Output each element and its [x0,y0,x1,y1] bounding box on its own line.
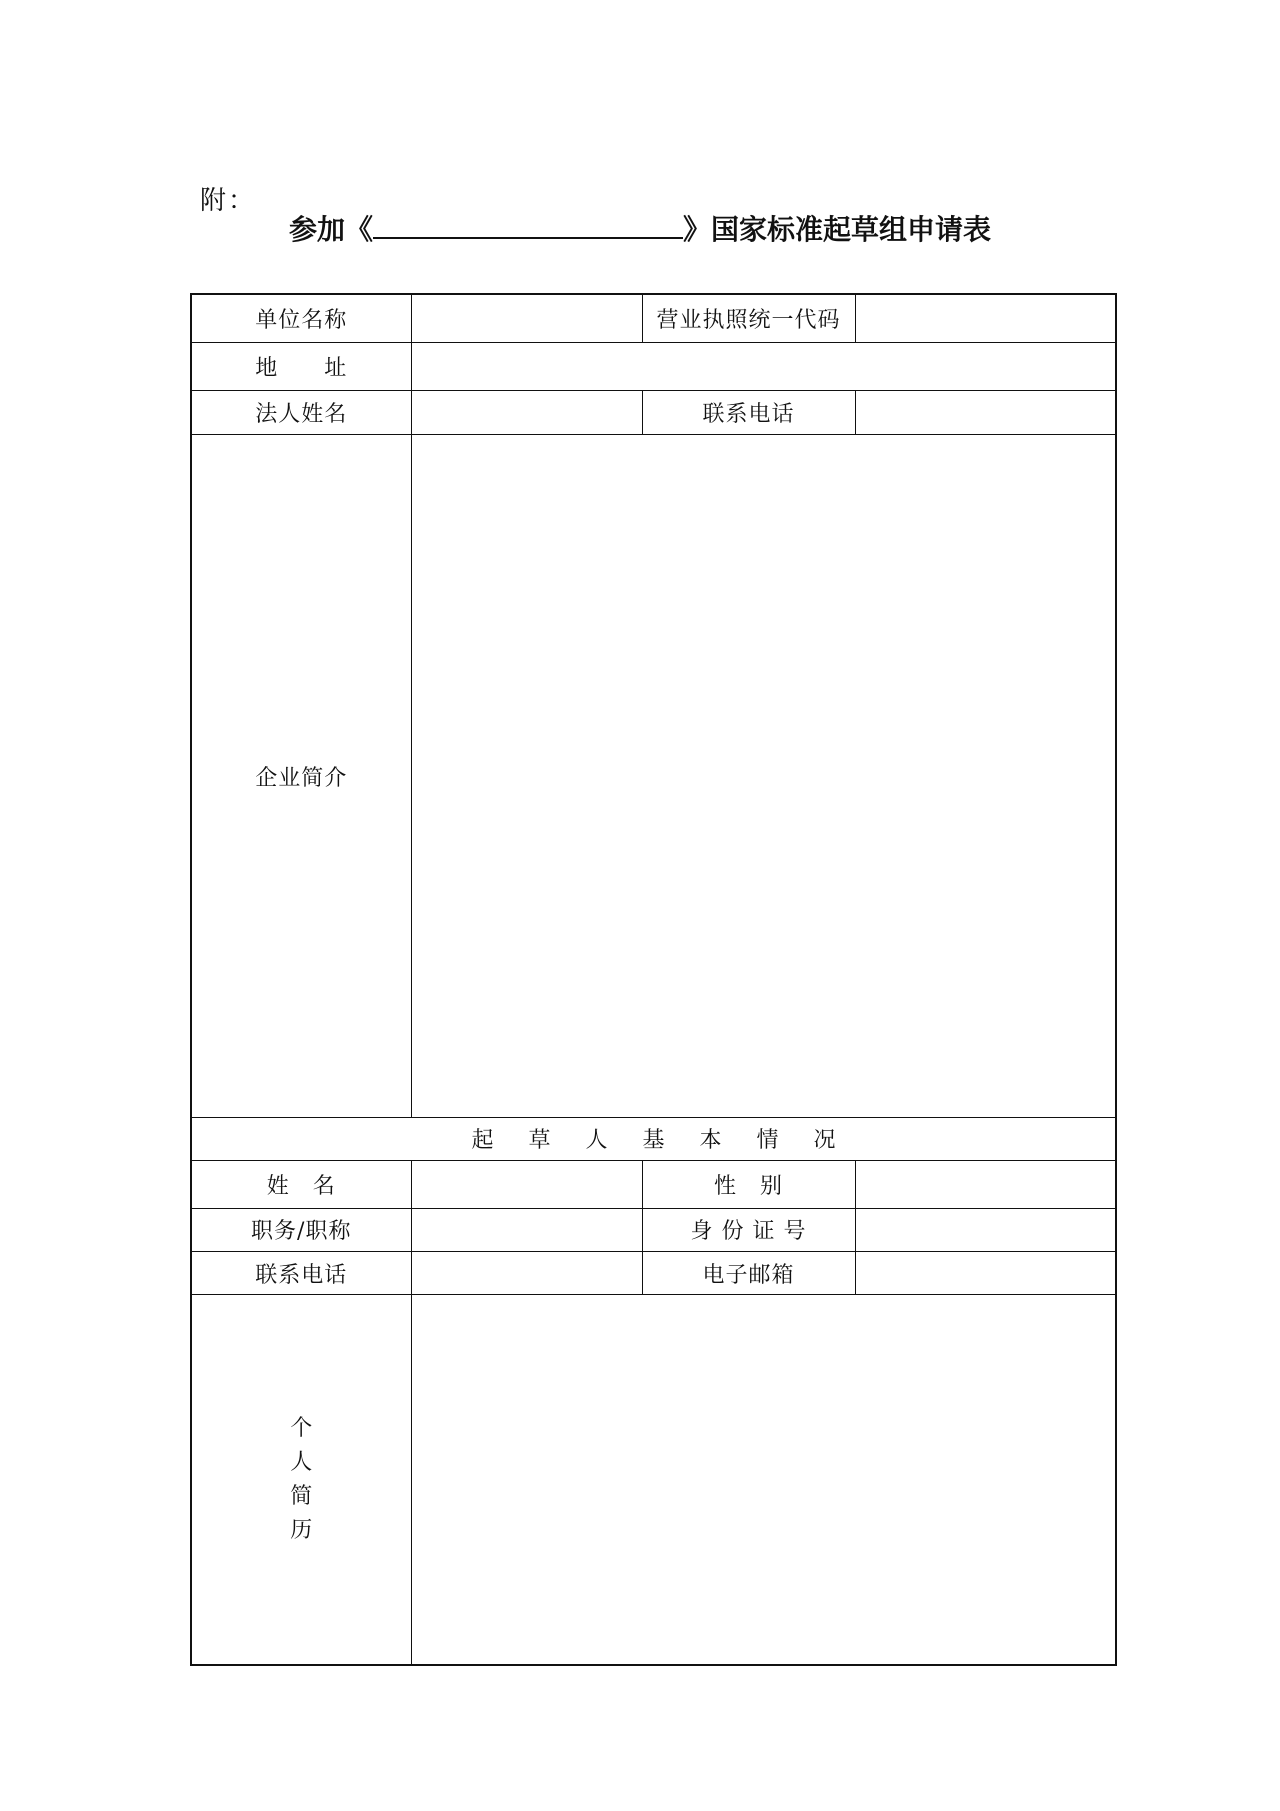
row-legal-person [191,391,1116,435]
row-company-name [191,294,1116,342]
email-field[interactable] [855,1252,1116,1295]
license-code-label: 营业执照统一代码 [642,294,855,342]
company-intro-label: 企业简介 [191,435,411,1118]
company-phone-field[interactable] [855,391,1116,435]
address-field[interactable] [411,342,1116,390]
drafter-section-heading: 起 草 人 基 本 情 况 [191,1118,1116,1160]
gender-label: 性 别 [642,1160,855,1208]
attachment-label: 附： [200,186,257,216]
row-resume [191,1295,1116,1665]
legal-person-label: 法人姓名 [191,391,411,435]
resume-char: 简 [290,1483,313,1509]
company-intro-field[interactable] [411,435,1116,1118]
form-title [0,208,1280,248]
row-drafter-contact [191,1252,1116,1295]
row-drafter-name [191,1160,1116,1208]
drafter-name-field[interactable] [411,1160,642,1208]
standard-name-blank[interactable] [373,213,683,239]
row-company-intro [191,435,1116,1118]
drafter-phone-field[interactable] [411,1252,642,1295]
title-suffix: 》国家标准起草组申请表 [683,213,992,246]
position-field[interactable] [411,1208,642,1251]
resume-vertical-text [192,1412,411,1548]
drafter-name-label: 姓 名 [191,1160,411,1208]
company-phone-label: 联系电话 [642,391,855,435]
row-position [191,1208,1116,1251]
email-label: 电子邮箱 [642,1252,855,1295]
application-form-table [190,293,1117,1666]
resume-label [191,1295,411,1665]
title-prefix: 参加《 [288,213,373,246]
resume-char: 人 [290,1449,313,1475]
legal-person-field[interactable] [411,391,642,435]
id-number-label: 身 份 证 号 [642,1208,855,1251]
position-label: 职务/职称 [191,1208,411,1251]
gender-field[interactable] [855,1160,1116,1208]
address-label: 地 址 [191,342,411,390]
row-address [191,342,1116,390]
company-name-label: 单位名称 [191,294,411,342]
resume-field[interactable] [411,1295,1116,1665]
id-number-field[interactable] [855,1208,1116,1251]
row-drafter-heading [191,1118,1116,1160]
company-name-field[interactable] [411,294,642,342]
license-code-field[interactable] [855,294,1116,342]
drafter-phone-label: 联系电话 [191,1252,411,1295]
resume-char: 个 [290,1415,313,1441]
resume-char: 历 [290,1517,313,1543]
